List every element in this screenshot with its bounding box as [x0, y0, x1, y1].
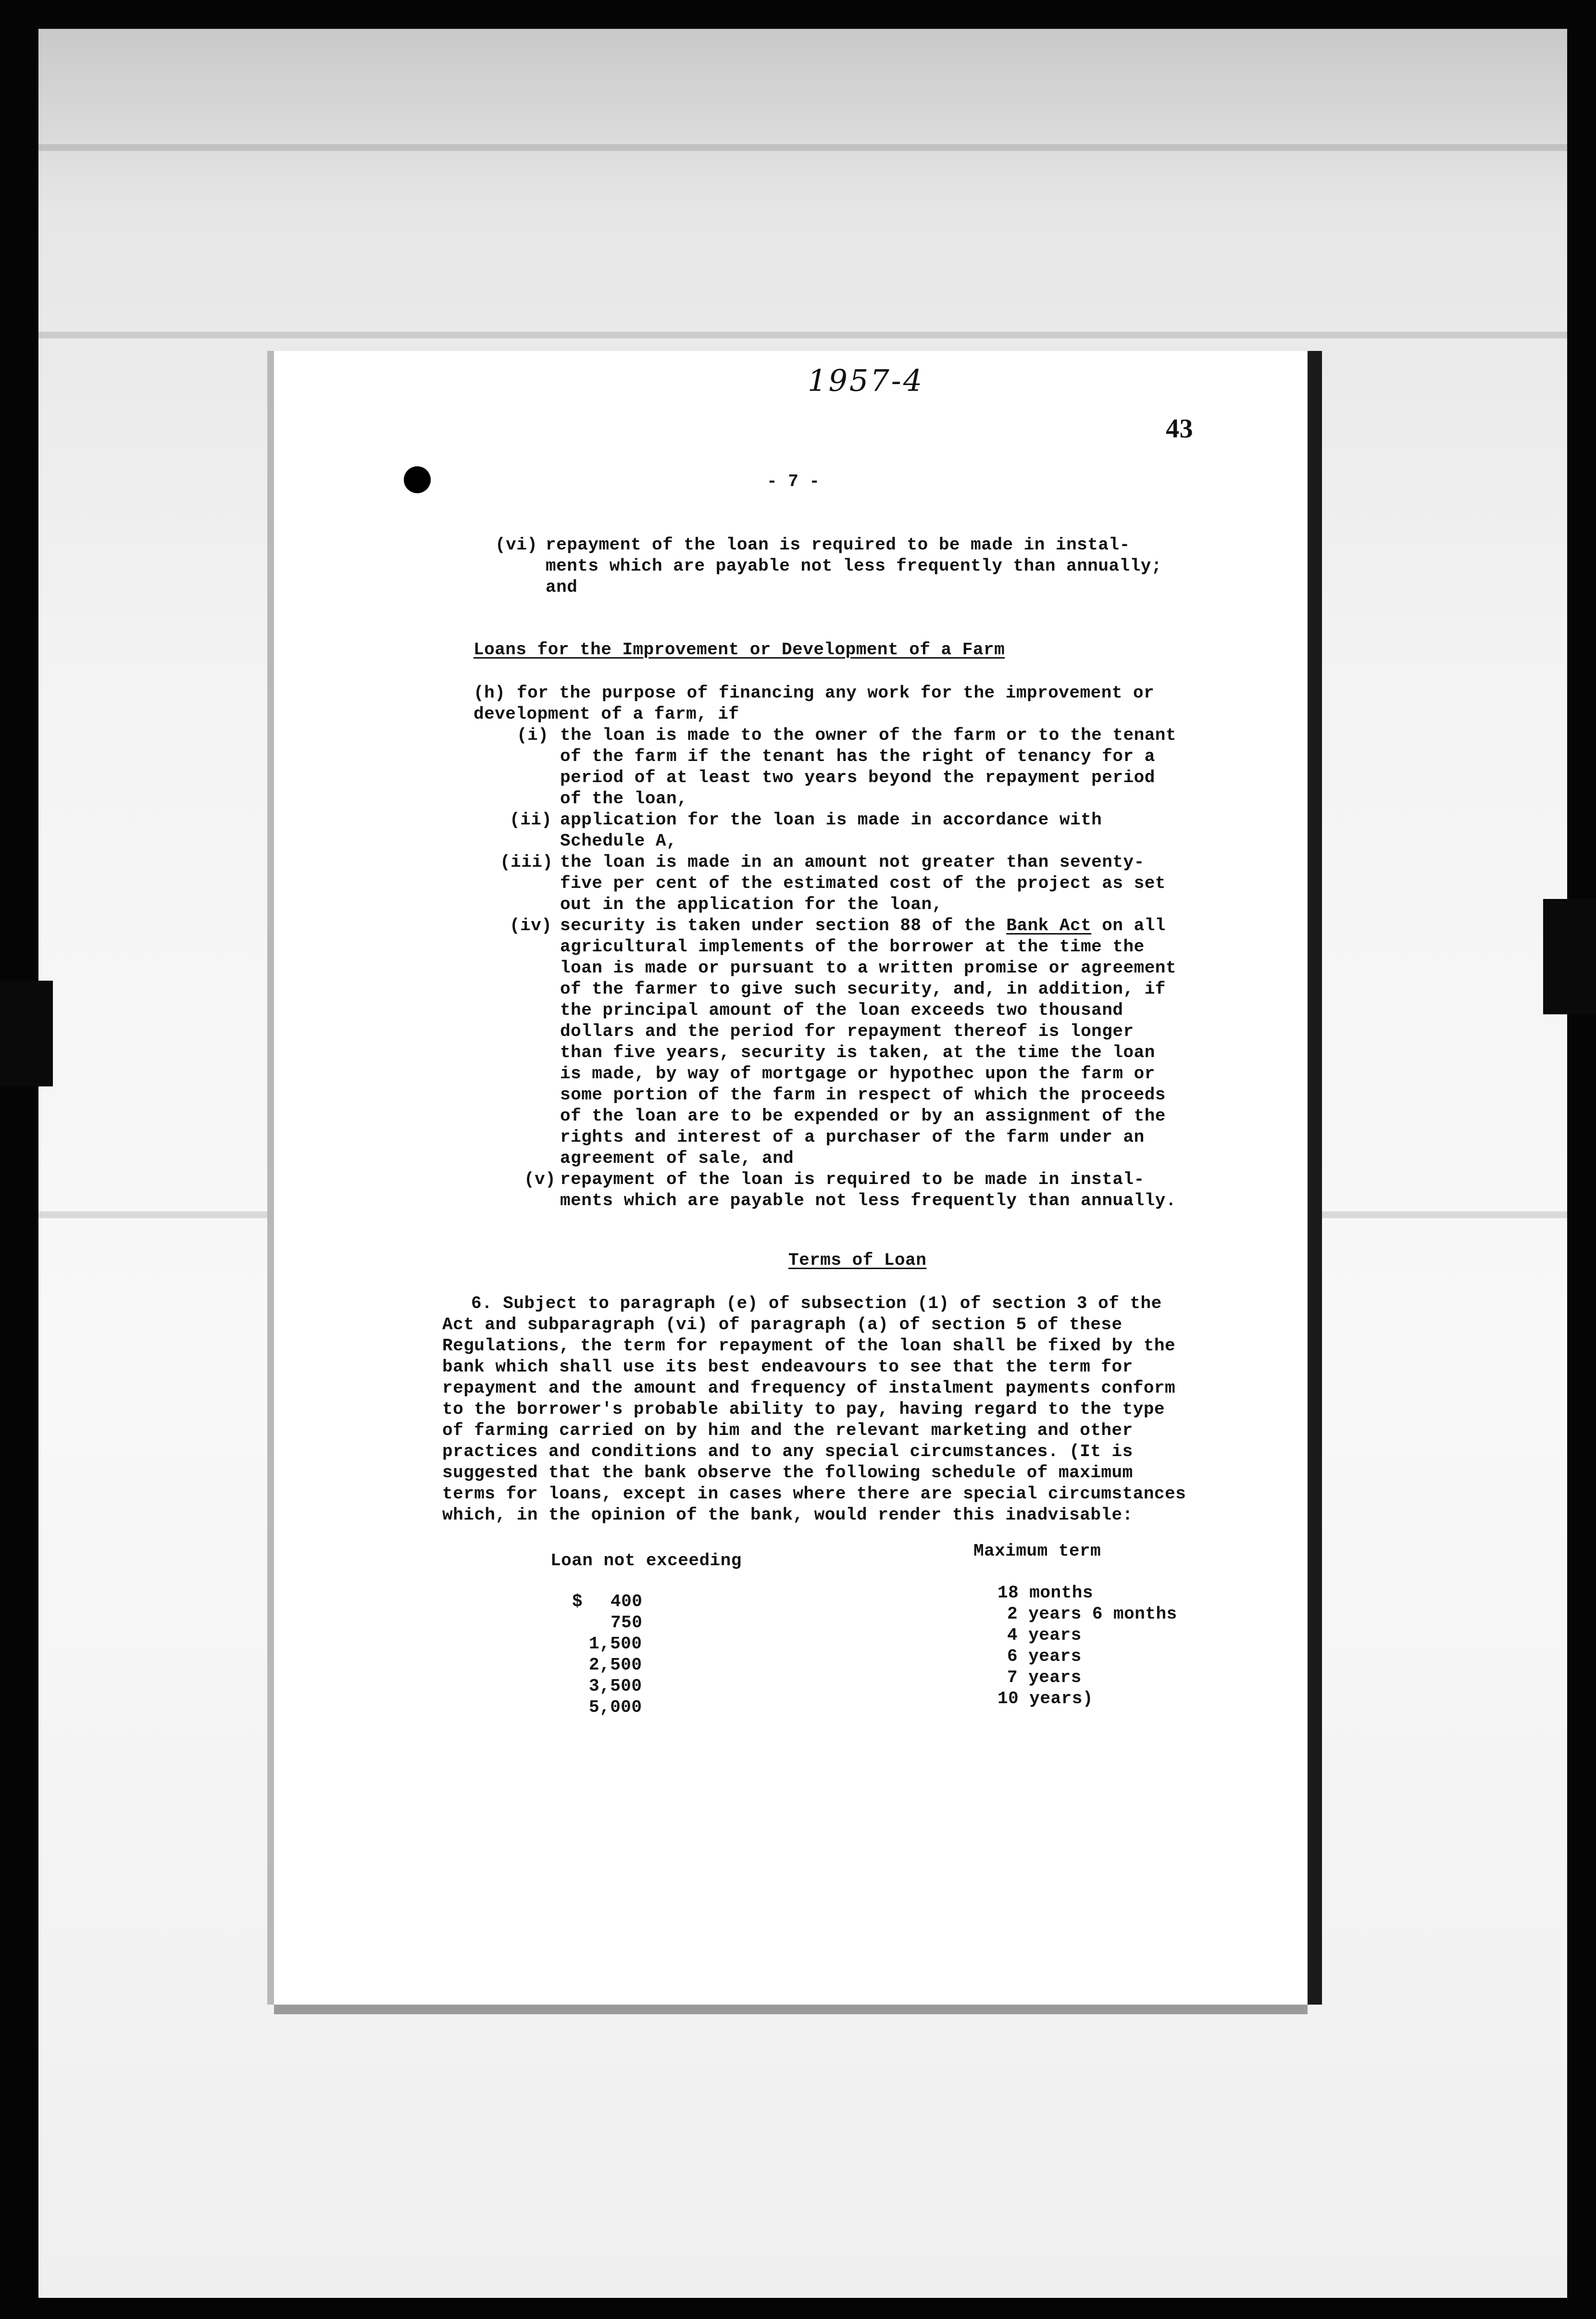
paragraph-line: which, in the opinion of the bank, would render this inadvisable:	[442, 1505, 1133, 1525]
section-heading: Terms of Loan	[788, 1250, 927, 1270]
text-line: of the loan are to be expended or by an assignment of the	[560, 1106, 1166, 1126]
paragraph-line: suggested that the bank observe the following schedule of maximum	[442, 1463, 1133, 1483]
paragraph-line: Regulations, the term for repayment of the loan shall be fixed by the	[442, 1336, 1176, 1356]
text-line: for the purpose of financing any work for the improvement or	[517, 683, 1155, 703]
text-line: repayment of the loan is required to be made in instal-	[546, 535, 1130, 555]
item-marker: (i)	[517, 725, 549, 745]
schedule-amount: 3,500	[589, 1676, 642, 1696]
paragraph-line: bank which shall use its best endeavours to see that the term for	[442, 1357, 1133, 1377]
text-line: than five years, security is taken, at the time the loan	[560, 1043, 1155, 1062]
text-line: rights and interest of a purchaser of the farm under an	[560, 1127, 1145, 1147]
text-line: the loan is made to the owner of the farm or to the tenant	[560, 725, 1177, 745]
text-line: five per cent of the estimated cost of the project as set	[560, 873, 1166, 893]
paragraph-line: of farming carried on by him and the relevant marketing and other	[442, 1421, 1133, 1440]
text-fragment: on all	[1091, 916, 1166, 935]
text-line	[560, 915, 1166, 936]
schedule-amount: 2,500	[589, 1655, 642, 1675]
punch-hole	[404, 466, 431, 493]
item-marker: (vi)	[495, 535, 538, 555]
paragraph-line: practices and conditions and to any special circumstances. (It is	[442, 1442, 1133, 1461]
text-line: some portion of the farm in respect of which the proceeds	[560, 1085, 1166, 1105]
schedule-term: 2 years 6 months	[1007, 1604, 1177, 1624]
currency-symbol: $	[572, 1592, 583, 1611]
item-marker: (iii)	[500, 852, 553, 872]
text-line: and	[546, 577, 578, 597]
schedule-amount: 1,500	[589, 1634, 642, 1654]
text-line: dollars and the period for repayment thereof is longer	[560, 1022, 1134, 1041]
schedule-term: 7 years	[1007, 1668, 1082, 1687]
item-marker: (h)	[474, 683, 506, 703]
text-line: agricultural implements of the borrower at the time the	[560, 937, 1145, 957]
handwritten-reference: 1957-4	[808, 363, 924, 398]
paragraph-line: to the borrower's probable ability to pay, having regard to the type	[442, 1399, 1165, 1419]
page-label: - 7 -	[767, 472, 820, 491]
item-marker: (ii)	[510, 810, 552, 830]
text-line: out in the application for the loan,	[560, 895, 943, 914]
text-line: repayment of the loan is required to be made in instal-	[560, 1170, 1145, 1189]
text-line: Schedule A,	[560, 831, 677, 851]
section-heading: Loans for the Improvement or Development of a Farm	[474, 640, 1005, 660]
text-line: application for the loan is made in accordance with	[560, 810, 1102, 830]
text-line: of the farm if the tenant has the right of tenancy for a	[560, 747, 1155, 766]
text-line: development of a farm, if	[474, 704, 739, 724]
scan-band	[38, 144, 1567, 151]
schedule-amount: 5,000	[589, 1697, 642, 1717]
text-line: the loan is made in an amount not greater than seventy-	[560, 852, 1145, 872]
page-number: 43	[1166, 414, 1193, 444]
text-line: agreement of sale, and	[560, 1148, 794, 1168]
film-notch-left	[0, 981, 53, 1086]
text-line: ments which are payable not less frequently than annually;	[546, 556, 1162, 576]
schedule-amount: 750	[611, 1613, 643, 1633]
text-line: the principal amount of the loan exceeds two thousand	[560, 1000, 1123, 1020]
item-marker: (iv)	[510, 916, 552, 935]
item-marker: (v)	[524, 1170, 556, 1189]
text-line: is made, by way of mortgage or hypothec upon the farm or	[560, 1064, 1155, 1084]
schedule-term: 10 years)	[998, 1689, 1093, 1708]
scan-band	[38, 332, 1567, 338]
schedule-term: 18 months	[998, 1583, 1093, 1603]
act-reference: Bank Act	[1006, 916, 1092, 935]
paragraph-line: 6. Subject to paragraph (e) of subsection (1) of section 3 of the	[471, 1294, 1162, 1313]
text-fragment: security is taken under section 88 of the	[560, 916, 1007, 935]
text-line: period of at least two years beyond the repayment period	[560, 768, 1155, 787]
schedule-amount: 400	[611, 1592, 643, 1611]
schedule-term: 4 years	[1007, 1625, 1082, 1645]
paragraph-line: repayment and the amount and frequency of instalment payments conform	[442, 1378, 1176, 1398]
text-line: loan is made or pursuant to a written promise or agreement	[560, 958, 1177, 978]
schedule-header-term: Maximum term	[973, 1541, 1101, 1561]
schedule-term: 6 years	[1007, 1646, 1082, 1666]
text-line: of the loan,	[560, 789, 688, 809]
paragraph-line: terms for loans, except in cases where there are special circumstances	[442, 1484, 1186, 1504]
text-line: ments which are payable not less frequently than annually.	[560, 1191, 1177, 1210]
text-line: of the farmer to give such security, and, in addition, if	[560, 979, 1166, 999]
paragraph-line: Act and subparagraph (vi) of paragraph (a) of section 5 of these	[442, 1315, 1122, 1334]
film-notch-right	[1543, 899, 1596, 1014]
schedule-header-loan: Loan not exceeding	[550, 1551, 742, 1571]
